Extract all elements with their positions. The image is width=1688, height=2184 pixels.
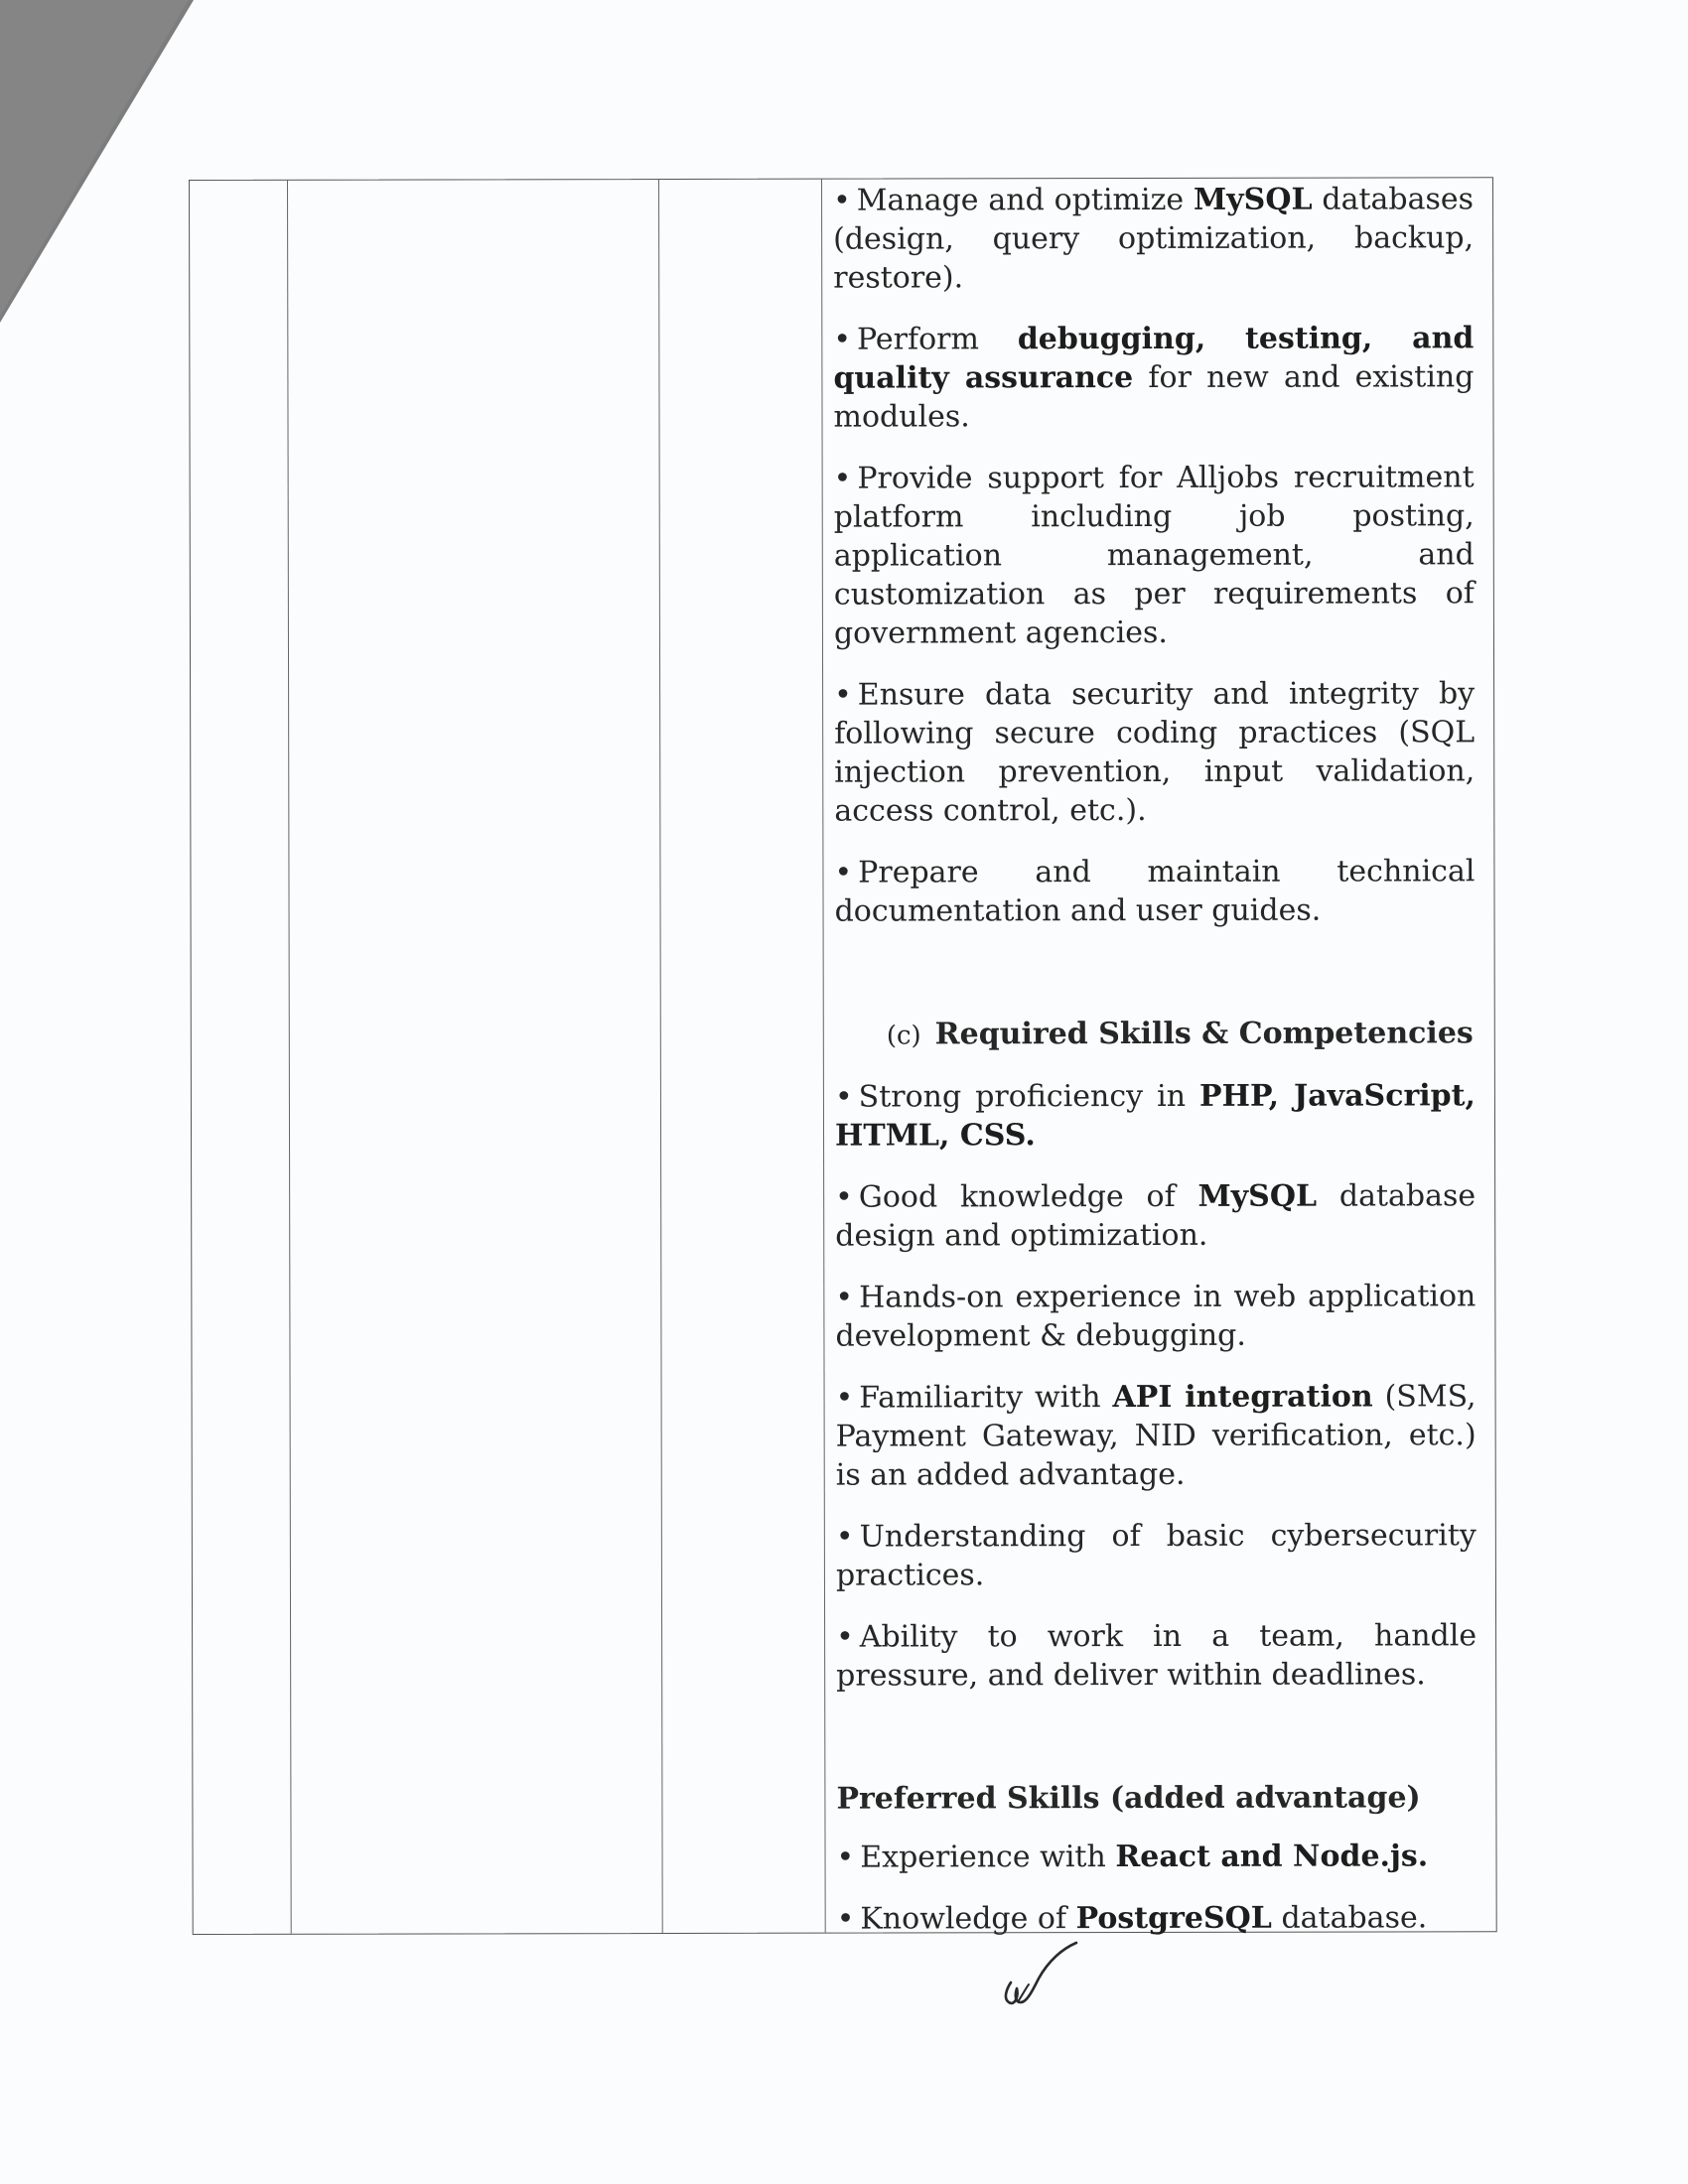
bullet-glyph: • [835, 1380, 854, 1416]
body-text: Knowledge of [860, 1901, 1076, 1937]
responsibility-item [834, 852, 1475, 930]
bullet-glyph: • [833, 322, 852, 357]
section-spacer [836, 1716, 1477, 1779]
scan-corner-shadow [0, 0, 199, 328]
body-text: database design and optimization. [835, 1178, 1477, 1254]
section-title: Required Skills & Competencies [934, 1016, 1474, 1052]
preferred-skills-heading [836, 1778, 1477, 1818]
body-text: database. [1271, 1900, 1428, 1936]
bullet-glyph: • [836, 1901, 855, 1937]
responsibility-item [833, 180, 1474, 297]
table-column-divider [658, 180, 663, 1933]
job-description-table [189, 177, 1497, 1935]
section-spacer [835, 952, 1476, 1015]
skills-list [835, 1076, 1477, 1695]
required-skill-item [836, 1516, 1477, 1594]
skills-section-heading [835, 1014, 1476, 1055]
body-text: Hands-on experience in web application development & debugging. [835, 1279, 1477, 1354]
required-skill-item [836, 1377, 1477, 1494]
bullet-glyph: • [835, 1519, 854, 1555]
body-text: Experience with [860, 1840, 1116, 1875]
emphasized-text: API integration [1112, 1379, 1373, 1416]
responsibility-item [833, 319, 1474, 436]
responsibility-item [834, 674, 1475, 830]
required-skill-item [835, 1277, 1476, 1355]
body-text: Ability to work in a team, handle pressure, and deliver within deadlines. [836, 1618, 1477, 1694]
body-text: Manage and optimize [856, 182, 1195, 218]
body-text: Provide support for Alljobs recruitment platform including job posting, application management, and customization as per requirements of government agencies. [833, 460, 1475, 651]
table-column-divider [821, 180, 826, 1933]
bullet-glyph: • [835, 1179, 853, 1215]
preferred-skill-item [837, 1837, 1477, 1876]
bullet-glyph: • [833, 183, 851, 218]
handwritten-signature [993, 1941, 1092, 2020]
bullet-glyph: • [835, 1280, 854, 1315]
body-text: databases (design, query optimization, backup, restore). [833, 182, 1475, 296]
bullet-glyph: • [833, 461, 852, 496]
body-text: Good knowledge of [858, 1178, 1198, 1215]
emphasized-text: React and Node.js. [1115, 1839, 1429, 1875]
preferred-skill-item [837, 1898, 1477, 1938]
required-skill-item [835, 1076, 1476, 1155]
body-text: Prepare and maintain technical documentation and user guides. [834, 854, 1476, 929]
job-details-cell [833, 180, 1477, 1961]
emphasized-text: PostgreSQL [1075, 1900, 1272, 1937]
preferred-skills-list [837, 1837, 1477, 1938]
emphasized-text: debugging, testing, and quality assurance [833, 321, 1475, 396]
required-skill-item [835, 1176, 1476, 1255]
body-text: Ensure data security and integrity by following secure coding practices (SQL injection prevention, input validation, access control, etc.). [834, 676, 1476, 829]
section-letter: (c) [886, 1021, 921, 1051]
emphasized-text: PHP, JavaScript, HTML, CSS. [834, 1078, 1476, 1154]
bullet-glyph: • [834, 855, 853, 890]
body-text: Understanding of basic cybersecurity practices. [835, 1518, 1477, 1593]
body-text: Familiarity with [859, 1380, 1113, 1416]
emphasized-text: MySQL [1193, 182, 1313, 217]
bullet-glyph: • [834, 1079, 853, 1115]
body-text: (SMS, Payment Gateway, NID verification, etc.) is an added advantage. [835, 1379, 1477, 1493]
preferred-title: Preferred Skills [836, 1781, 1100, 1817]
responsibilities-list [833, 180, 1476, 930]
preferred-note: (added advantage) [1109, 1780, 1421, 1817]
emphasized-text: MySQL [1197, 1178, 1318, 1214]
body-text: for new and existing modules. [833, 359, 1475, 435]
body-text: Strong proficiency in [858, 1078, 1200, 1115]
bullet-glyph: • [834, 677, 852, 713]
bullet-glyph: • [836, 1619, 854, 1655]
table-column-divider [287, 181, 292, 1934]
required-skill-item [836, 1616, 1477, 1695]
body-text: Perform [857, 322, 1018, 357]
responsibility-item [834, 458, 1475, 652]
bullet-glyph: • [836, 1840, 855, 1875]
